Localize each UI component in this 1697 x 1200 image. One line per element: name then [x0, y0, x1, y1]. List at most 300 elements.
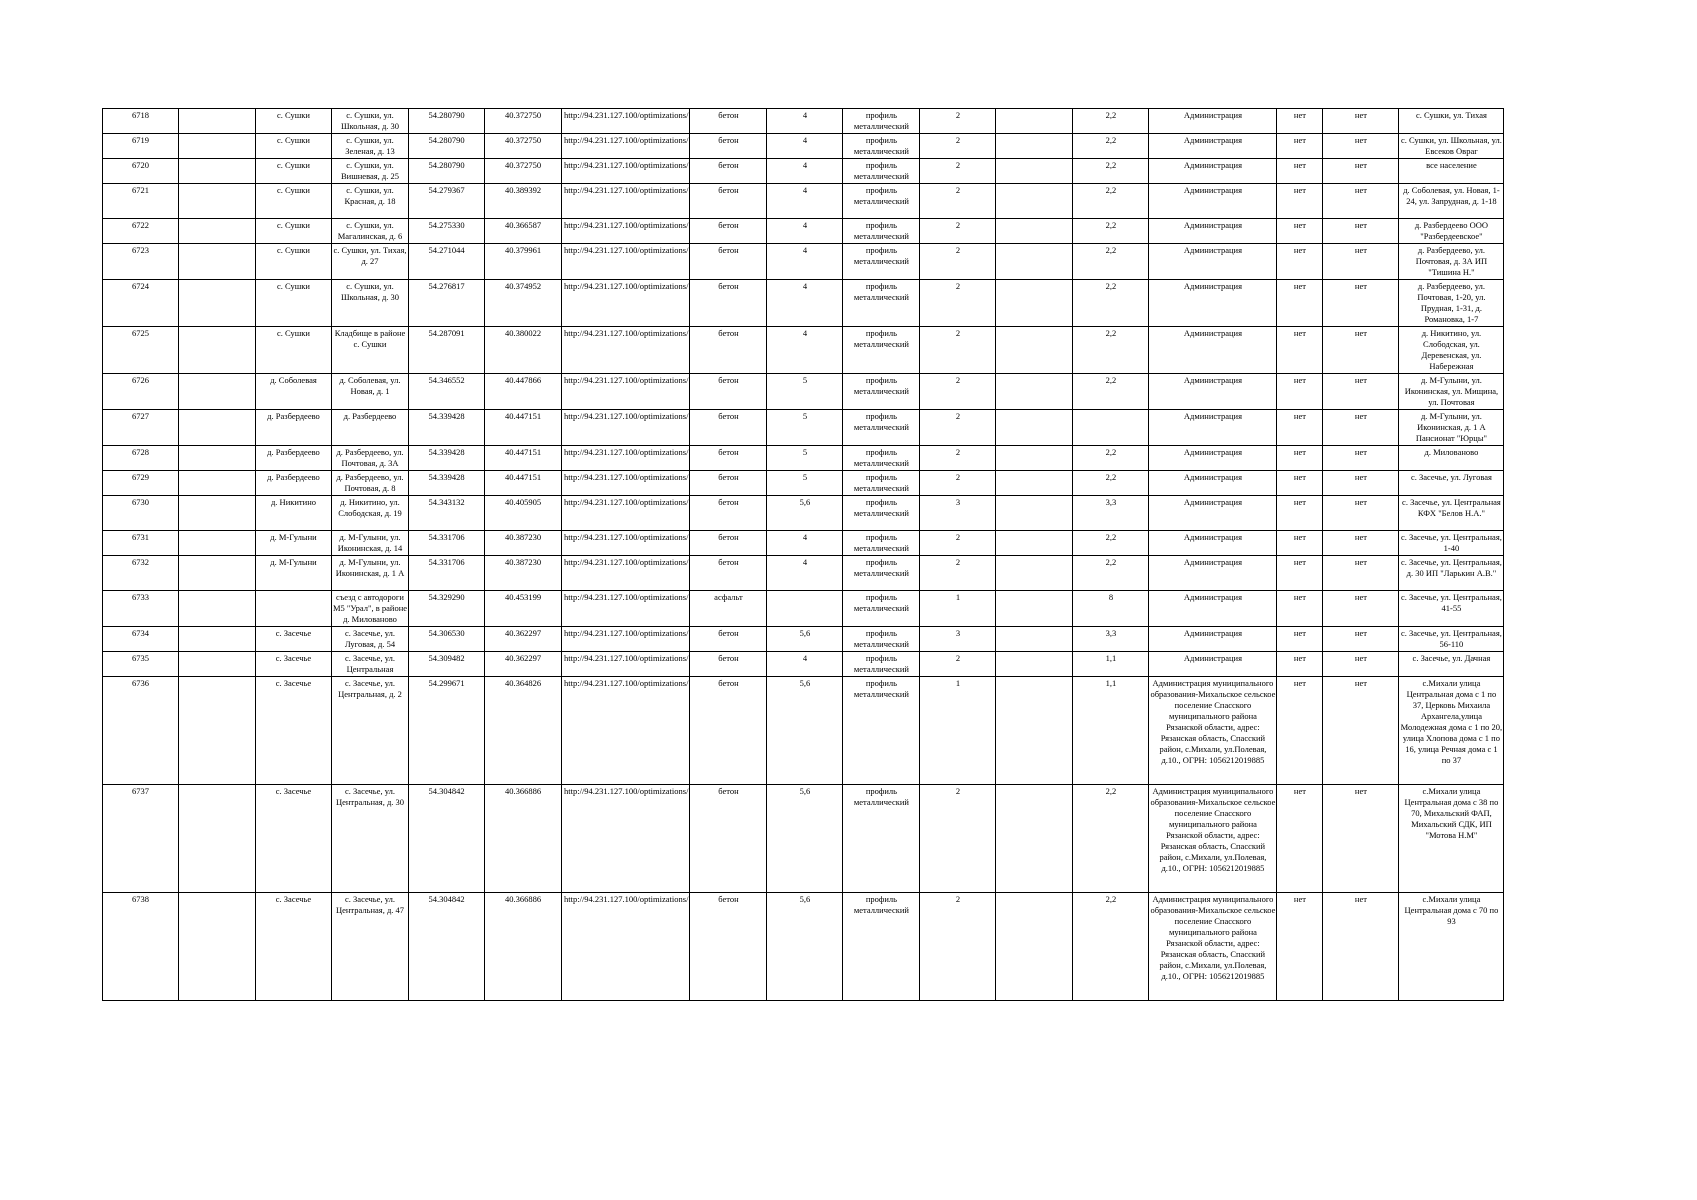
containers-cell: 2 — [920, 159, 996, 184]
empty-cell — [179, 531, 256, 556]
latitude-cell: 54.280790 — [409, 159, 485, 184]
url-cell: http://94.231.127.100/optimizations/ — [562, 134, 690, 159]
volume-cell: 2,2 — [1073, 556, 1149, 591]
containers-cell: 2 — [920, 893, 996, 1001]
table-row — [103, 280, 1504, 327]
volume-cell: 2,2 — [1073, 134, 1149, 159]
url-cell: http://94.231.127.100/optimizations/ — [562, 893, 690, 1001]
latitude-cell: 54.309482 — [409, 652, 485, 677]
sources-cell: д. Соболевая, ул. Новая, 1-24, ул. Запрудная, д. 1-18 — [1399, 184, 1504, 219]
area-cell: 4 — [767, 184, 843, 219]
address-cell: д. М-Гулыни, ул. Иконинская, д. 14 — [332, 531, 409, 556]
row-number: 6720 — [103, 159, 179, 184]
row-number: 6721 — [103, 184, 179, 219]
row-number: 6719 — [103, 134, 179, 159]
settlement-cell: с. Сушки — [256, 184, 332, 219]
area-cell: 5,6 — [767, 893, 843, 1001]
surface-cell: бетон — [690, 374, 767, 410]
containers-cell: 2 — [920, 446, 996, 471]
longitude-cell: 40.366587 — [485, 219, 562, 244]
area-cell: 4 — [767, 531, 843, 556]
address-cell: с. Засечье, ул. Центральная, д. 30 — [332, 785, 409, 893]
address-cell: д. Разбердеево — [332, 410, 409, 446]
table-row — [103, 109, 1504, 134]
flag-cell: нет — [1323, 496, 1399, 531]
table-row — [103, 591, 1504, 627]
table-row — [103, 410, 1504, 446]
longitude-cell: 40.447866 — [485, 374, 562, 410]
flag-cell: нет — [1277, 556, 1323, 591]
url-cell: http://94.231.127.100/optimizations/ — [562, 244, 690, 280]
latitude-cell: 54.276817 — [409, 280, 485, 327]
flag-cell: нет — [1323, 374, 1399, 410]
fence-cell: профиль металлический — [843, 327, 920, 374]
flag-cell: нет — [1277, 785, 1323, 893]
surface-cell: бетон — [690, 556, 767, 591]
area-cell — [767, 591, 843, 627]
empty-cell — [179, 280, 256, 327]
sources-cell: д. Никитино, ул. Слободская, ул. Деревенская, ул. Набережная — [1399, 327, 1504, 374]
table-row — [103, 327, 1504, 374]
containers-cell: 2 — [920, 410, 996, 446]
empty-cell — [179, 893, 256, 1001]
flag-cell: нет — [1277, 471, 1323, 496]
fence-cell: профиль металлический — [843, 531, 920, 556]
empty-cell — [996, 785, 1073, 893]
longitude-cell: 40.372750 — [485, 109, 562, 134]
flag-cell: нет — [1277, 893, 1323, 1001]
row-number: 6734 — [103, 627, 179, 652]
empty-cell — [996, 134, 1073, 159]
surface-cell: бетон — [690, 627, 767, 652]
empty-cell — [179, 446, 256, 471]
flag-cell: нет — [1323, 244, 1399, 280]
fence-cell: профиль металлический — [843, 159, 920, 184]
empty-cell — [996, 410, 1073, 446]
empty-cell — [996, 893, 1073, 1001]
flag-cell: нет — [1323, 134, 1399, 159]
sources-cell: д. М-Гулыни, ул. Иконинская, д. 1 А Пансионат "Юрцы" — [1399, 410, 1504, 446]
empty-cell — [179, 184, 256, 219]
surface-cell: бетон — [690, 410, 767, 446]
volume-cell: 2,2 — [1073, 471, 1149, 496]
row-number: 6735 — [103, 652, 179, 677]
area-cell: 5 — [767, 410, 843, 446]
latitude-cell: 54.304842 — [409, 893, 485, 1001]
flag-cell: нет — [1323, 677, 1399, 785]
volume-cell: 2,2 — [1073, 244, 1149, 280]
empty-cell — [179, 109, 256, 134]
owner-cell: Администрация — [1149, 219, 1277, 244]
row-number: 6724 — [103, 280, 179, 327]
address-cell: с. Засечье, ул. Центральная — [332, 652, 409, 677]
volume-cell: 2,2 — [1073, 374, 1149, 410]
longitude-cell: 40.364826 — [485, 677, 562, 785]
url-cell: http://94.231.127.100/optimizations/ — [562, 627, 690, 652]
settlement-cell: д. Разбердеево — [256, 446, 332, 471]
containers-cell: 1 — [920, 591, 996, 627]
address-cell: с. Сушки, ул. Школьная, д. 30 — [332, 280, 409, 327]
volume-cell: 8 — [1073, 591, 1149, 627]
longitude-cell: 40.447151 — [485, 410, 562, 446]
url-cell: http://94.231.127.100/optimizations/ — [562, 219, 690, 244]
flag-cell: нет — [1277, 109, 1323, 134]
fence-cell: профиль металлический — [843, 184, 920, 219]
sources-cell: с.Михали улица Центральная дома с 1 по 37, Церковь Михаила Архангела,улица Молодежная дома с 1 по 20, улица Хлопова дома с 1 по 16, улица Речная дома с 1 по 37 — [1399, 677, 1504, 785]
volume-cell: 2,2 — [1073, 109, 1149, 134]
empty-cell — [996, 556, 1073, 591]
sources-cell: с. Сушки, ул. Школьная, ул. Евсеков Овраг — [1399, 134, 1504, 159]
surface-cell: бетон — [690, 471, 767, 496]
table-row — [103, 184, 1504, 219]
owner-cell: Администрация муниципального образования-Михальское сельское поселение Спасского муниципального района Рязанской области, адрес: Рязанская область, Спасский район, с.Михали, ул.Полевая, д.10., ОГРН: 1056212019885 — [1149, 785, 1277, 893]
longitude-cell: 40.366886 — [485, 893, 562, 1001]
containers-cell: 2 — [920, 471, 996, 496]
owner-cell: Администрация муниципального образования-Михальское сельское поселение Спасского муниципального района Рязанской области, адрес: Рязанская область, Спасский район, с.Михали, ул.Полевая, д.10., ОГРН: 1056212019885 — [1149, 893, 1277, 1001]
surface-cell: бетон — [690, 159, 767, 184]
containers-cell: 2 — [920, 219, 996, 244]
surface-cell: бетон — [690, 244, 767, 280]
flag-cell: нет — [1277, 652, 1323, 677]
url-cell: http://94.231.127.100/optimizations/ — [562, 327, 690, 374]
table-row — [103, 219, 1504, 244]
owner-cell: Администрация муниципального образования-Михальское сельское поселение Спасского муниципального района Рязанской области, адрес: Рязанская область, Спасский район, с.Михали, ул.Полевая, д.10., ОГРН: 1056212019885 — [1149, 677, 1277, 785]
containers-cell: 2 — [920, 785, 996, 893]
owner-cell: Администрация — [1149, 109, 1277, 134]
longitude-cell: 40.389392 — [485, 184, 562, 219]
settlement-cell: с. Засечье — [256, 627, 332, 652]
longitude-cell: 40.447151 — [485, 446, 562, 471]
flag-cell: нет — [1323, 556, 1399, 591]
owner-cell: Администрация — [1149, 496, 1277, 531]
flag-cell: нет — [1277, 159, 1323, 184]
containers-cell: 3 — [920, 627, 996, 652]
longitude-cell: 40.372750 — [485, 159, 562, 184]
area-cell: 5 — [767, 374, 843, 410]
settlement-cell: д. Соболевая — [256, 374, 332, 410]
address-cell: д. Соболевая, ул. Новая, д. 1 — [332, 374, 409, 410]
empty-cell — [179, 410, 256, 446]
settlement-cell: с. Засечье — [256, 652, 332, 677]
owner-cell: Администрация — [1149, 531, 1277, 556]
longitude-cell: 40.405905 — [485, 496, 562, 531]
table-row — [103, 893, 1504, 1001]
sources-cell: с.Михали улица Центральная дома с 38 по 70, Михальский ФАП, Михальский СДК, ИП "Мотова Н.М" — [1399, 785, 1504, 893]
address-cell: с. Сушки, ул. Школьная, д. 30 — [332, 109, 409, 134]
owner-cell: Администрация — [1149, 244, 1277, 280]
latitude-cell: 54.304842 — [409, 785, 485, 893]
address-cell: д. Разбердеево, ул. Почтовая, д. 3А — [332, 446, 409, 471]
volume-cell: 2,2 — [1073, 184, 1149, 219]
url-cell: http://94.231.127.100/optimizations/ — [562, 410, 690, 446]
empty-cell — [179, 496, 256, 531]
row-number: 6738 — [103, 893, 179, 1001]
volume-cell: 2,2 — [1073, 785, 1149, 893]
area-cell: 5,6 — [767, 785, 843, 893]
empty-cell — [179, 556, 256, 591]
volume-cell: 2,2 — [1073, 446, 1149, 471]
settlement-cell — [256, 591, 332, 627]
flag-cell: нет — [1323, 627, 1399, 652]
row-number: 6718 — [103, 109, 179, 134]
table-row — [103, 531, 1504, 556]
volume-cell: 1,1 — [1073, 677, 1149, 785]
fence-cell: профиль металлический — [843, 410, 920, 446]
containers-cell: 2 — [920, 280, 996, 327]
longitude-cell: 40.372750 — [485, 134, 562, 159]
sources-cell: с. Засечье, ул. Центральная, д. 30 ИП "Ларькин А.В." — [1399, 556, 1504, 591]
empty-cell — [179, 652, 256, 677]
latitude-cell: 54.306530 — [409, 627, 485, 652]
url-cell: http://94.231.127.100/optimizations/ — [562, 159, 690, 184]
row-number: 6725 — [103, 327, 179, 374]
longitude-cell: 40.380022 — [485, 327, 562, 374]
volume-cell: 2,2 — [1073, 159, 1149, 184]
area-cell: 4 — [767, 280, 843, 327]
volume-cell: 2,2 — [1073, 327, 1149, 374]
empty-cell — [996, 627, 1073, 652]
containers-cell: 2 — [920, 109, 996, 134]
containers-cell: 2 — [920, 374, 996, 410]
longitude-cell: 40.447151 — [485, 471, 562, 496]
settlement-cell: с. Засечье — [256, 785, 332, 893]
sources-cell: с. Засечье, ул. Центральная, 41-55 — [1399, 591, 1504, 627]
containers-cell: 2 — [920, 184, 996, 219]
sources-cell: д. М-Гулыни, ул. Иконинская, ул. Мищина, ул. Почтовая — [1399, 374, 1504, 410]
empty-cell — [996, 446, 1073, 471]
fence-cell: профиль металлический — [843, 471, 920, 496]
sources-cell: с.Михали улица Центральная дома с 70 по 93 — [1399, 893, 1504, 1001]
fence-cell: профиль металлический — [843, 677, 920, 785]
longitude-cell: 40.453199 — [485, 591, 562, 627]
latitude-cell: 54.339428 — [409, 446, 485, 471]
address-cell: с. Сушки, ул. Красная, д. 18 — [332, 184, 409, 219]
row-number: 6733 — [103, 591, 179, 627]
surface-cell: бетон — [690, 219, 767, 244]
flag-cell: нет — [1277, 531, 1323, 556]
row-number: 6728 — [103, 446, 179, 471]
address-cell: д. Разбердеево, ул. Почтовая, д. 8 — [332, 471, 409, 496]
owner-cell: Администрация — [1149, 410, 1277, 446]
flag-cell: нет — [1323, 446, 1399, 471]
address-cell: с. Засечье, ул. Центральная, д. 47 — [332, 893, 409, 1001]
url-cell: http://94.231.127.100/optimizations/ — [562, 184, 690, 219]
fence-cell: профиль металлический — [843, 652, 920, 677]
area-cell: 4 — [767, 244, 843, 280]
owner-cell: Администрация — [1149, 374, 1277, 410]
volume-cell: 3,3 — [1073, 627, 1149, 652]
area-cell: 5,6 — [767, 496, 843, 531]
table-row — [103, 652, 1504, 677]
table-row — [103, 496, 1504, 531]
empty-cell — [996, 652, 1073, 677]
surface-cell: бетон — [690, 496, 767, 531]
row-number: 6726 — [103, 374, 179, 410]
table-body — [103, 109, 1504, 1001]
sources-cell: с. Сушки, ул. Тихая — [1399, 109, 1504, 134]
containers-cell: 2 — [920, 556, 996, 591]
fence-cell: профиль металлический — [843, 496, 920, 531]
fence-cell: профиль металлический — [843, 556, 920, 591]
settlement-cell: с. Сушки — [256, 280, 332, 327]
containers-cell: 2 — [920, 244, 996, 280]
owner-cell: Администрация — [1149, 591, 1277, 627]
flag-cell: нет — [1277, 627, 1323, 652]
sources-cell: д. Разбердеево, ул. Почтовая, д. 3А ИП "Тишина Н." — [1399, 244, 1504, 280]
fence-cell: профиль металлический — [843, 244, 920, 280]
sources-cell: с. Засечье, ул. Центральная, 56-110 — [1399, 627, 1504, 652]
fence-cell: профиль металлический — [843, 280, 920, 327]
longitude-cell: 40.366886 — [485, 785, 562, 893]
longitude-cell: 40.379961 — [485, 244, 562, 280]
surface-cell: бетон — [690, 109, 767, 134]
latitude-cell: 54.343132 — [409, 496, 485, 531]
surface-cell: бетон — [690, 893, 767, 1001]
area-cell: 4 — [767, 159, 843, 184]
address-cell: с. Сушки, ул. Зеленая, д. 13 — [332, 134, 409, 159]
latitude-cell: 54.339428 — [409, 410, 485, 446]
flag-cell: нет — [1323, 591, 1399, 627]
containers-cell: 2 — [920, 652, 996, 677]
fence-cell: профиль металлический — [843, 219, 920, 244]
area-cell: 5,6 — [767, 627, 843, 652]
latitude-cell: 54.329290 — [409, 591, 485, 627]
address-cell: с. Засечье, ул. Центральная, д. 2 — [332, 677, 409, 785]
empty-cell — [996, 677, 1073, 785]
owner-cell: Администрация — [1149, 159, 1277, 184]
area-cell: 5 — [767, 471, 843, 496]
table-row — [103, 471, 1504, 496]
empty-cell — [179, 327, 256, 374]
url-cell: http://94.231.127.100/optimizations/ — [562, 374, 690, 410]
containers-cell: 1 — [920, 677, 996, 785]
volume-cell: 1,1 — [1073, 652, 1149, 677]
latitude-cell: 54.339428 — [409, 471, 485, 496]
owner-cell: Администрация — [1149, 327, 1277, 374]
flag-cell: нет — [1277, 184, 1323, 219]
empty-cell — [996, 496, 1073, 531]
url-cell: http://94.231.127.100/optimizations/ — [562, 591, 690, 627]
url-cell: http://94.231.127.100/optimizations/ — [562, 531, 690, 556]
address-cell: с. Сушки, ул. Магалинская, д. 6 — [332, 219, 409, 244]
url-cell: http://94.231.127.100/optimizations/ — [562, 471, 690, 496]
empty-cell — [996, 244, 1073, 280]
fence-cell: профиль металлический — [843, 109, 920, 134]
sources-cell: д. Разбердеево ООО "Разбердеевское" — [1399, 219, 1504, 244]
empty-cell — [179, 677, 256, 785]
row-number: 6727 — [103, 410, 179, 446]
settlement-cell: с. Сушки — [256, 109, 332, 134]
containers-cell: 2 — [920, 327, 996, 374]
area-cell: 4 — [767, 109, 843, 134]
flag-cell: нет — [1323, 471, 1399, 496]
empty-cell — [179, 219, 256, 244]
row-number: 6723 — [103, 244, 179, 280]
settlement-cell: с. Сушки — [256, 327, 332, 374]
latitude-cell: 54.287091 — [409, 327, 485, 374]
row-number: 6736 — [103, 677, 179, 785]
latitude-cell: 54.280790 — [409, 134, 485, 159]
volume-cell: 2,2 — [1073, 531, 1149, 556]
empty-cell — [179, 244, 256, 280]
surface-cell: бетон — [690, 327, 767, 374]
surface-cell: бетон — [690, 785, 767, 893]
settlement-cell: д. Никитино — [256, 496, 332, 531]
row-number: 6722 — [103, 219, 179, 244]
latitude-cell: 54.271044 — [409, 244, 485, 280]
sources-cell: с. Засечье, ул. Центральная КФХ "Белов Н.А." — [1399, 496, 1504, 531]
surface-cell: бетон — [690, 134, 767, 159]
row-number: 6731 — [103, 531, 179, 556]
latitude-cell: 54.280790 — [409, 109, 485, 134]
longitude-cell: 40.374952 — [485, 280, 562, 327]
owner-cell: Администрация — [1149, 652, 1277, 677]
empty-cell — [996, 184, 1073, 219]
fence-cell: профиль металлический — [843, 446, 920, 471]
area-cell: 4 — [767, 556, 843, 591]
surface-cell: асфальт — [690, 591, 767, 627]
url-cell: http://94.231.127.100/optimizations/ — [562, 556, 690, 591]
flag-cell: нет — [1323, 531, 1399, 556]
latitude-cell: 54.346552 — [409, 374, 485, 410]
area-cell: 5 — [767, 446, 843, 471]
url-cell: http://94.231.127.100/optimizations/ — [562, 280, 690, 327]
url-cell: http://94.231.127.100/optimizations/ — [562, 109, 690, 134]
address-cell: Кладбище в районе с. Сушки — [332, 327, 409, 374]
empty-cell — [996, 159, 1073, 184]
empty-cell — [179, 374, 256, 410]
owner-cell: Администрация — [1149, 556, 1277, 591]
flag-cell: нет — [1277, 591, 1323, 627]
flag-cell: нет — [1277, 244, 1323, 280]
settlement-cell: с. Засечье — [256, 893, 332, 1001]
row-number: 6729 — [103, 471, 179, 496]
sources-cell: д. Разбердеево, ул. Почтовая, 1-20, ул. Прудная, 1-31, д. Романовка, 1-7 — [1399, 280, 1504, 327]
settlement-cell: с. Засечье — [256, 677, 332, 785]
table-row — [103, 627, 1504, 652]
row-number: 6732 — [103, 556, 179, 591]
fence-cell: профиль металлический — [843, 374, 920, 410]
latitude-cell: 54.299671 — [409, 677, 485, 785]
empty-cell — [996, 109, 1073, 134]
empty-cell — [179, 627, 256, 652]
flag-cell: нет — [1277, 327, 1323, 374]
flag-cell: нет — [1323, 893, 1399, 1001]
volume-cell: 2,2 — [1073, 280, 1149, 327]
table-row — [103, 446, 1504, 471]
flag-cell: нет — [1323, 652, 1399, 677]
surface-cell: бетон — [690, 184, 767, 219]
empty-cell — [996, 327, 1073, 374]
longitude-cell: 40.362297 — [485, 652, 562, 677]
empty-cell — [996, 471, 1073, 496]
table-row — [103, 556, 1504, 591]
sources-cell: с. Засечье, ул. Центральная, 1-40 — [1399, 531, 1504, 556]
surface-cell: бетон — [690, 531, 767, 556]
empty-cell — [996, 374, 1073, 410]
flag-cell: нет — [1323, 280, 1399, 327]
table-row — [103, 244, 1504, 280]
sources-cell: с. Засечье, ул. Дачная — [1399, 652, 1504, 677]
flag-cell: нет — [1323, 785, 1399, 893]
containers-cell: 3 — [920, 496, 996, 531]
url-cell: http://94.231.127.100/optimizations/ — [562, 677, 690, 785]
volume-cell: 3,3 — [1073, 496, 1149, 531]
address-cell: д. Никитино, ул. Слободская, д. 19 — [332, 496, 409, 531]
sources-cell: с. Засечье, ул. Луговая — [1399, 471, 1504, 496]
address-cell: с. Сушки, ул. Тихая, д. 27 — [332, 244, 409, 280]
row-number: 6737 — [103, 785, 179, 893]
